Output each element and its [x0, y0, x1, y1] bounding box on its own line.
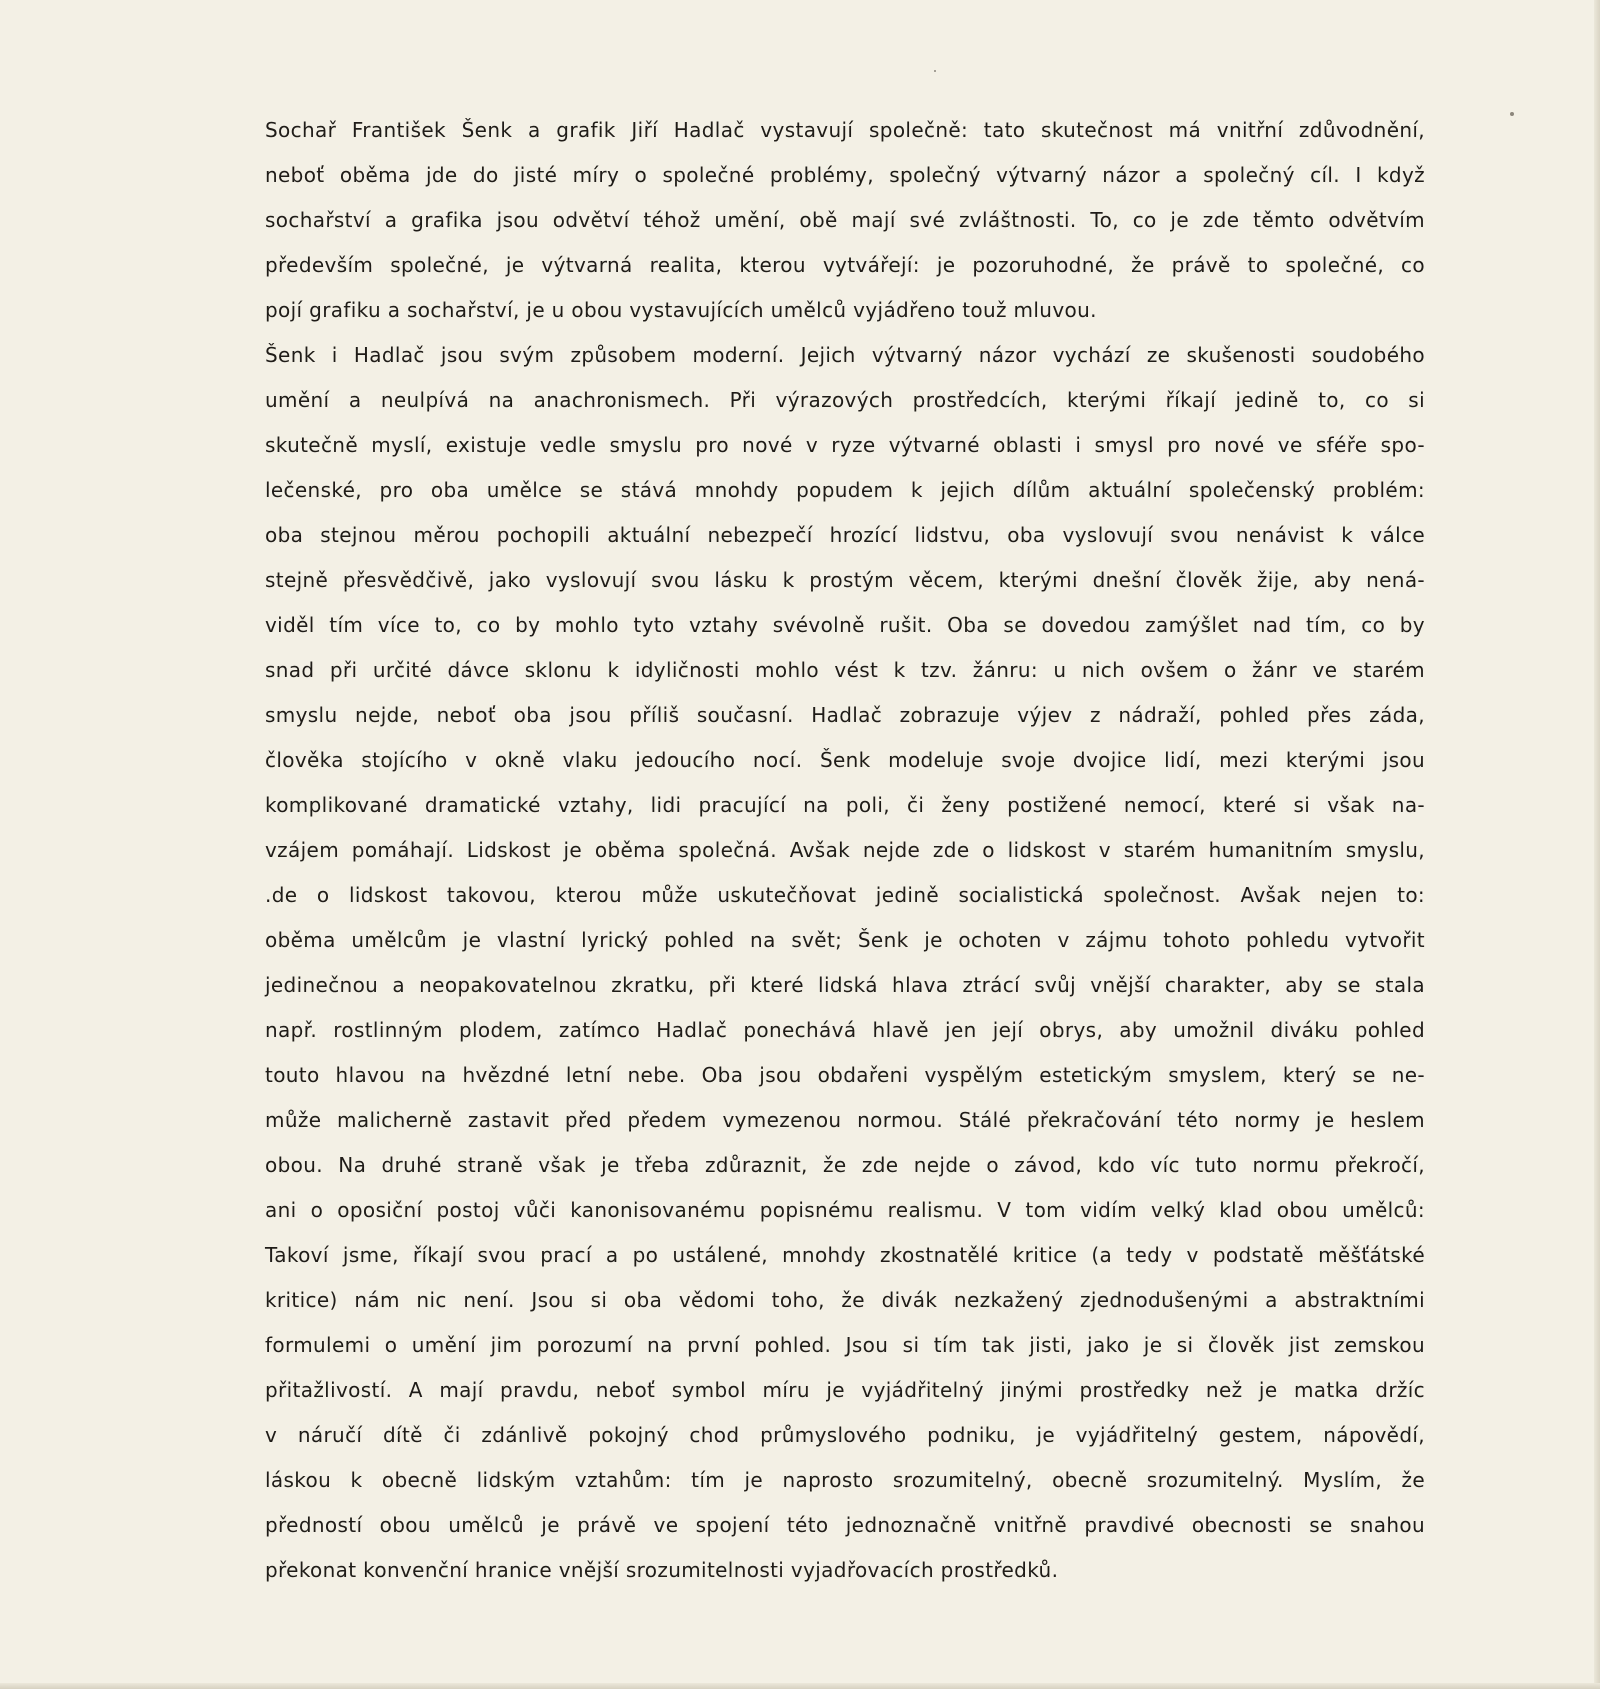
text-line: komplikované dramatické vztahy, lidi pracující na poli, či ženy postižené nemocí, které si však na- — [265, 793, 1425, 817]
text-line: přitažlivostí. A mají pravdu, neboť symbol míru je vyjádřitelný jinými prostředky než je matka držíc — [265, 1378, 1425, 1402]
text-line: vzájem pomáhají. Lidskost je oběma společná. Avšak nejde zde o lidskost v starém humanitním smyslu, — [265, 838, 1425, 862]
text-line: Šenk i Hadlač jsou svým způsobem moderní. Jejich výtvarný názor vychází ze skušenosti soudobého — [265, 343, 1425, 367]
text-line: Takoví jsme, říkají svou prací a po ustálené, mnohdy zkostnatělé kritice (a tedy v podstatě měšťátské — [265, 1243, 1425, 1267]
text-line: oba stejnou měrou pochopili aktuální nebezpečí hrozící lidstvu, oba vyslovují svou nenávist k válce — [265, 523, 1425, 547]
paragraph-1 — [265, 108, 1425, 333]
text-line: např. rostlinným plodem, zatímco Hadlač ponechává hlavě jen její obrys, aby umožnil diváku pohled — [265, 1018, 1425, 1042]
text-line: formulemi o umění jim porozumí na první pohled. Jsou si tím tak jisti, jako je si člověk jist zemskou — [265, 1333, 1425, 1357]
page-bottom-shadow — [0, 1683, 1600, 1689]
text-line: viděl tím více to, co by mohlo tyto vztahy svévolně rušit. Oba se dovedou zamýšlet nad tím, co by — [265, 613, 1425, 637]
text-line: snad při určité dávce sklonu k idyličnosti mohlo vést k tzv. žánru: u nich ovšem o žánr ve starém — [265, 658, 1425, 682]
text-line: umění a neulpívá na anachronismech. Při výrazových prostředcích, kterými říkají jedině to, co si — [265, 388, 1425, 412]
text-line: touto hlavou na hvězdné letní nebe. Oba jsou obdařeni vyspělým estetickým smyslem, který se ne- — [265, 1063, 1425, 1087]
text-line: kritice) nám nic není. Jsou si oba vědomi toho, že divák nezkažený zjednodušenými a abstraktními — [265, 1288, 1425, 1312]
text-line: pojí grafiku a sochařství, je u obou vystavujících umělců vyjádřeno touž mluvou. — [265, 298, 1097, 322]
text-line: Sochař František Šenk a grafik Jiří Hadlač vystavují společně: tato skutečnost má vnitřní zdůvodnění, — [265, 118, 1425, 142]
text-line: sochařství a grafika jsou odvětví téhož umění, obě mají své zvláštnosti. To, co je zde těmto odvětvím — [265, 208, 1425, 232]
text-line: oběma umělcům je vlastní lyrický pohled na svět; Šenk je ochoten v zájmu tohoto pohledu vytvořit — [265, 928, 1425, 952]
text-line: jedinečnou a neopakovatelnou zkratku, při které lidská hlava ztrácí svůj vnější charakter, aby se stala — [265, 973, 1425, 997]
text-line: stejně přesvědčivě, jako vyslovují svou lásku k prostým věcem, kterými dnešní člověk žije, aby nená- — [265, 568, 1425, 592]
paragraph-2 — [265, 333, 1425, 1593]
text-line: především společné, je výtvarná realita, kterou vytvářejí: je pozoruhodné, že právě to společné, co — [265, 253, 1425, 277]
text-line: lečenské, pro oba umělce se stává mnohdy popudem k jejich dílům aktuální společenský problém: — [265, 478, 1425, 502]
text-line: láskou k obecně lidským vztahům: tím je naprosto srozumitelný, obecně srozumitelný. Myslím, že — [265, 1468, 1425, 1492]
text-line: v náručí dítě či zdánlivě pokojný chod průmyslového podniku, je vyjádřitelný gestem, nápovědí, — [265, 1423, 1425, 1447]
text-line: ani o oposiční postoj vůči kanonisovanému popisnému realismu. V tom vidím velký klad obou umělců: — [265, 1198, 1425, 1222]
text-line: může malicherně zastavit před předem vymezenou normou. Stálé překračování této normy je heslem — [265, 1108, 1425, 1132]
text-line: .de o lidskost takovou, kterou může uskutečňovat jedině socialistická společnost. Avšak nejen to: — [265, 883, 1425, 907]
text-line: skutečně myslí, existuje vedle smyslu pro nové v ryze výtvarné oblasti i smysl pro nové ve sféře spo- — [265, 433, 1425, 457]
body-text — [265, 108, 1425, 1593]
text-line: překonat konvenční hranice vnější srozumitelnosti vyjadřovacích prostředků. — [265, 1558, 1059, 1582]
page-edge-shadow — [1594, 0, 1600, 1689]
text-line: člověka stojícího v okně vlaku jedoucího nocí. Šenk modeluje svoje dvojice lidí, mezi kterými jsou — [265, 748, 1425, 772]
text-line: neboť oběma jde do jisté míry o společné problémy, společný výtvarný názor a společný cíl. I když — [265, 163, 1425, 187]
text-line: obou. Na druhé straně však je třeba zdůraznit, že zde nejde o závod, kdo víc tuto normu překročí, — [265, 1153, 1425, 1177]
text-line: smyslu nejde, neboť oba jsou příliš současní. Hadlač zobrazuje výjev z nádraží, pohled přes záda, — [265, 703, 1425, 727]
paper-speck — [934, 70, 936, 72]
text-line: předností obou umělců je právě ve spojení této jednoznačně vnitřně pravdivé obecnosti se snahou — [265, 1513, 1425, 1537]
paper-speck — [1510, 112, 1514, 116]
